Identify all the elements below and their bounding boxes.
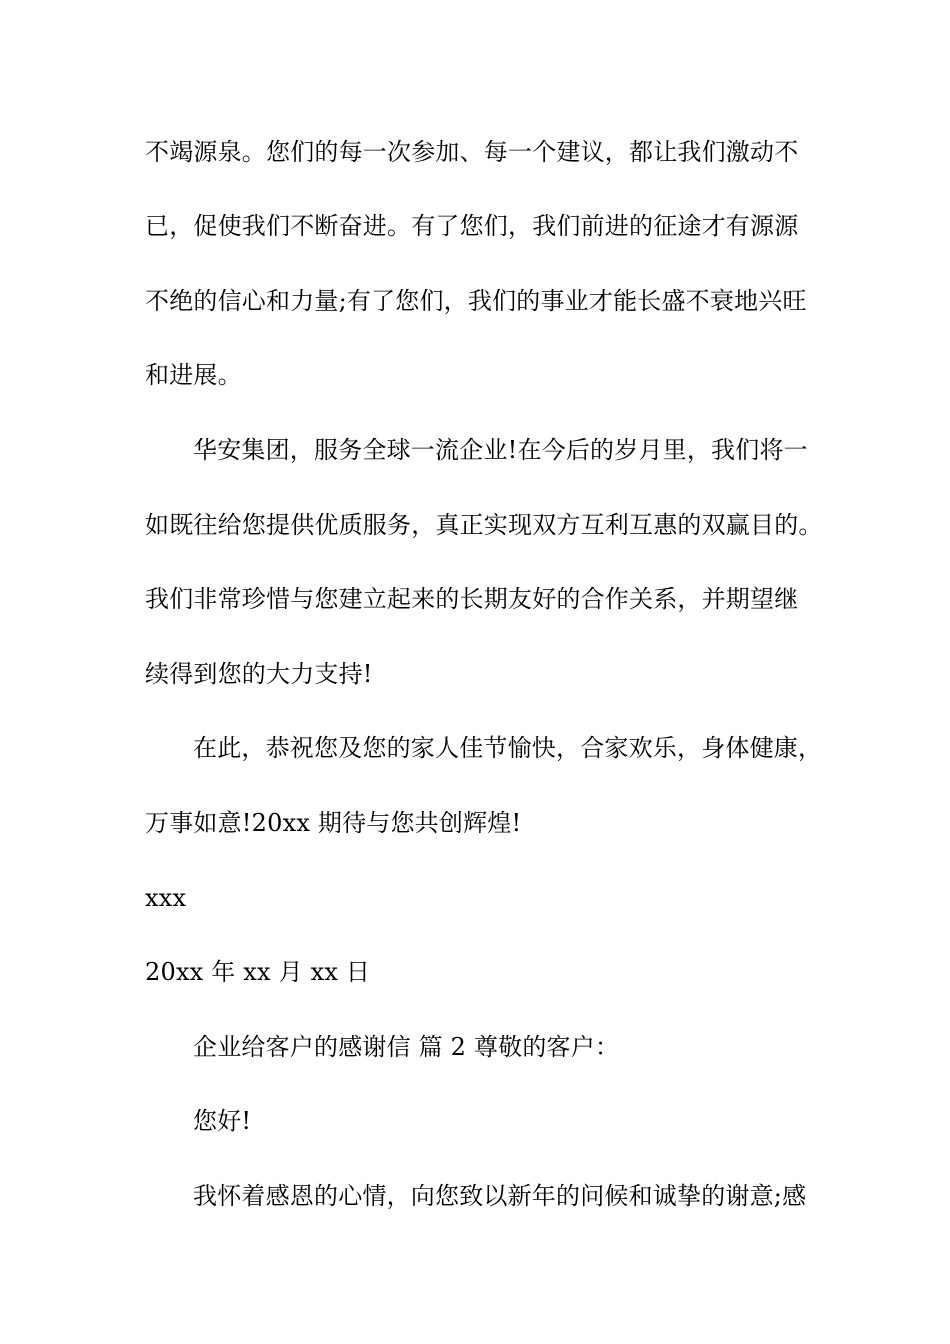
paragraph-line: 我怀着感恩的心情，向您致以新年的问候和诚挚的谢意;感 xyxy=(193,1182,807,1210)
paragraph-line: 续得到您的大力支持! xyxy=(145,660,373,688)
paragraph-line: 已，促使我们不断奋进。有了您们，我们前进的征途才有源源 xyxy=(145,212,799,240)
section-heading: 企业给客户的感谢信 篇 2 尊敬的客户： xyxy=(193,1033,620,1061)
paragraph-line: 华安集团，服务全球一流企业!在今后的岁月里，我们将一 xyxy=(193,436,808,464)
paragraph-line: 在此，恭祝您及您的家人佳节愉快，合家欢乐，身体健康， xyxy=(193,734,823,762)
signature-name: xxx xyxy=(145,884,187,912)
paragraph-line: 和进展。 xyxy=(145,361,242,389)
paragraph-line: 我们非常珍惜与您建立起来的长期友好的合作关系，并期望继 xyxy=(145,585,799,613)
greeting: 您好! xyxy=(193,1107,252,1135)
paragraph-line: 万事如意!20xx 期待与您共创辉煌! xyxy=(145,809,522,837)
paragraph-line: 不绝的信心和力量;有了您们，我们的事业才能长盛不衰地兴旺 xyxy=(145,287,807,315)
paragraph-line: 不竭源泉。您们的每一次参加、每一个建议，都让我们激动不 xyxy=(145,138,799,166)
paragraph-line: 如既往给您提供优质服务，真正实现双方互利互惠的双赢目的。 xyxy=(145,511,823,539)
signature-date: 20xx 年 xx 月 xx 日 xyxy=(145,958,371,986)
